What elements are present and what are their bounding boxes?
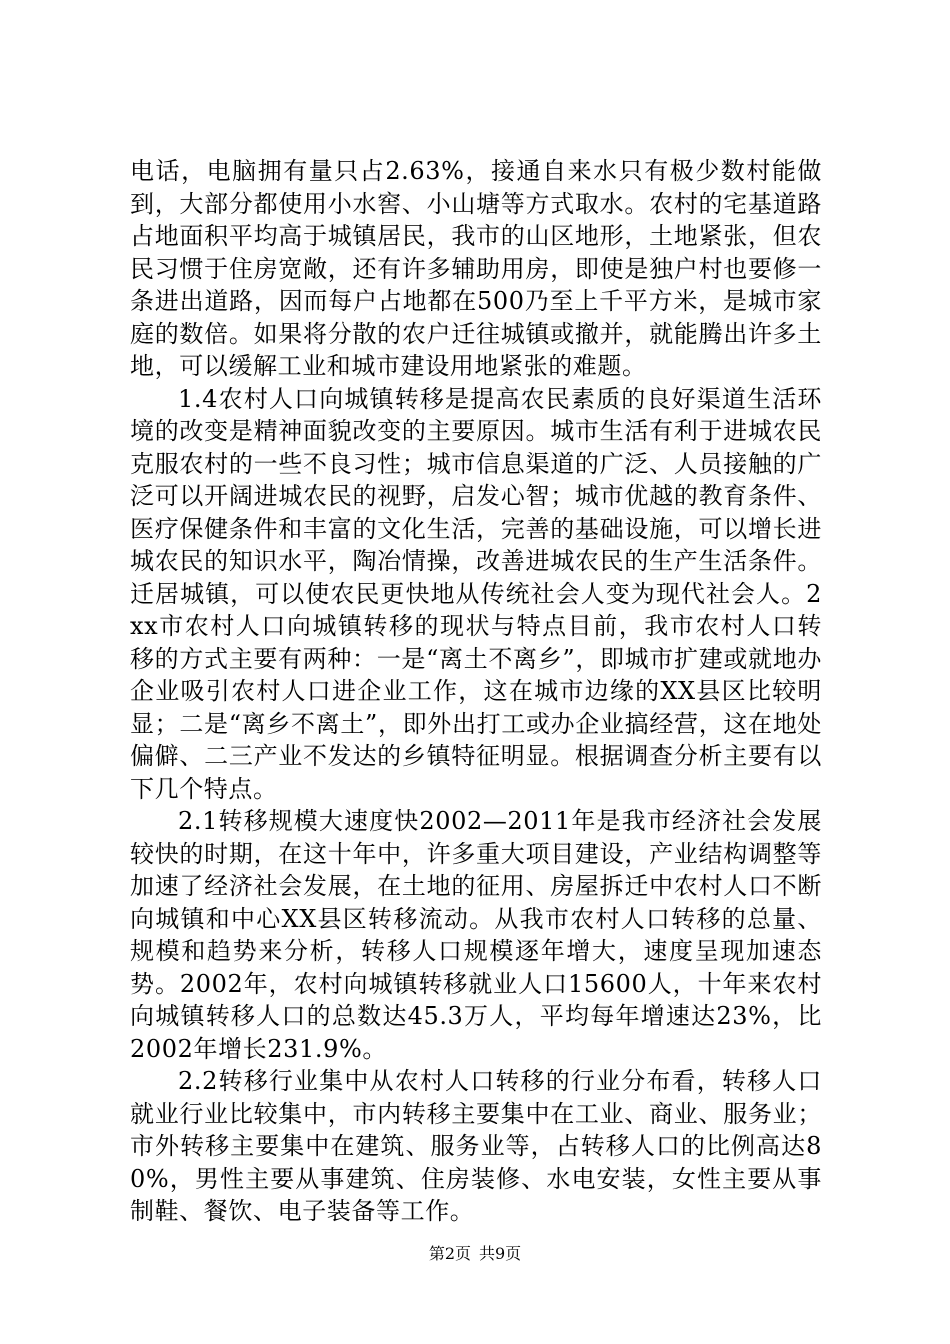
page-number: 第2页 — [428, 1244, 471, 1263]
paragraph-section-2-1: 2.1转移规模大速度快2002—2011年是我市经济社会发展较快的时期，在这十年中，许多重大项目建设，产业结构调整等加速了经济社会发展，在土地的征用、房屋拆迁中农村人口不断向城镇和中心XX县区转移流动。从我市农村人口转移的总量、规模和趋势来分析，转移人口规模逐年增大，速度呈现加速态势。2002年，农村向城镇转移就业人口15600人，十年来农村向城镇转移人口的总数达45.3万人，平均每年增速达23%，比2002年增长231.9%。 — [130, 807, 822, 1063]
page-footer — [0, 1244, 950, 1264]
page-total: 共9页 — [479, 1244, 522, 1263]
paragraph-section-2-2: 2.2转移行业集中从农村人口转移的行业分布看，转移人口就业行业比较集中，市内转移主要集中在工业、商业、服务业；市外转移主要集中在建筑、服务业等，占转移人口的比例高达80%，男性主要从事建筑、住房装修、水电安装，女性主要从事制鞋、餐饮、电子装备等工作。 — [130, 1067, 822, 1225]
document-body — [130, 155, 822, 1228]
paragraph-continuation: 电话，电脑拥有量只占2.63%，接通自来水只有极少数村能做到，大部分都使用小水窖、小山塘等方式取水。农村的宅基道路占地面积平均高于城镇居民，我市的山区地形，土地紧张，但农民习惯于住房宽敞，还有许多辅助用房，即使是独户村也要修一条进出道路，因而每户占地都在500乃至上千平方米，是城市家庭的数倍。如果将分散的农户迁往城镇或撤并，就能腾出许多土地，可以缓解工业和城市建设用地紧张的难题。 — [130, 157, 822, 380]
paragraph-section-1-4: 1.4农村人口向城镇转移是提高农民素质的良好渠道生活环境的改变是精神面貌改变的主要原因。城市生活有利于进城农民克服农村的一些不良习性；城市信息渠道的广泛、人员接触的广泛可以开阔进城农民的视野，启发心智；城市优越的教育条件、医疗保健条件和丰富的文化生活，完善的基础设施，可以增长进城农民的知识水平，陶冶情操，改善进城农民的生产生活条件。迁居城镇，可以使农民更快地从传统社会人变为现代社会人。2xx市农村人口向城镇转移的现状与特点目前，我市农村人口转移的方式主要有两种：一是“离土不离乡”，即城市扩建或就地办企业吸引农村人口进企业工作，这在城市边缘的XX县区比较明显；二是“离乡不离土”，即外出打工或办企业搞经营，这在地处偏僻、二三产业不发达的乡镇特征明显。根据调查分析主要有以下几个特点。 — [130, 384, 822, 803]
